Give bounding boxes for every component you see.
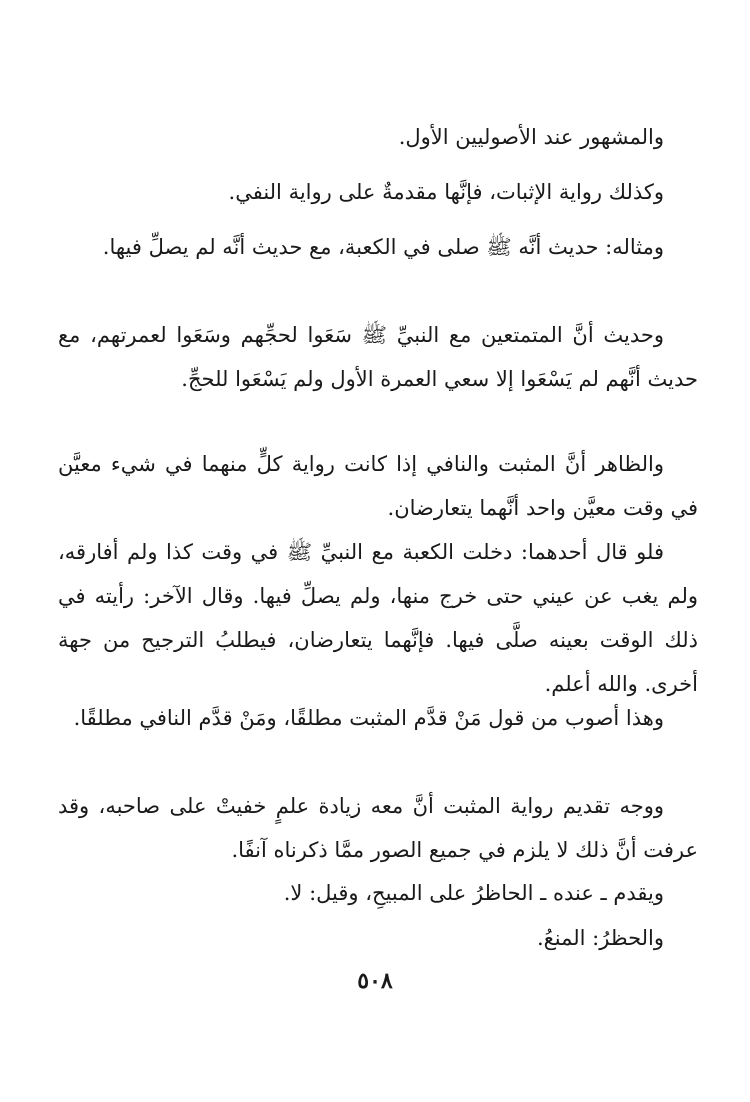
paragraph-4: وحديث أنَّ المتمتعين مع النبيِّ ﷺ سَعَوا لحجِّهم وسَعَوا لعمرتهم، مع حديث أنَّهم لم يَسْعَوا إلا سعي العمرة الأول ولم يَسْعَوا للحجِّ.: [58, 323, 698, 391]
page-number: ٥٠٨: [357, 968, 393, 994]
paragraph-5: والظاهر أنَّ المثبت والنافي إذا كانت رواية كلٍّ منهما في شيء معيَّن في وقت معيَّن واحد أنَّهما يتعارضان.: [58, 452, 698, 520]
paragraph-1: والمشهور عند الأصوليين الأول.: [398, 125, 664, 149]
paragraph-8: ووجه تقديم رواية المثبت أنَّ معه زيادة علمٍ خفيتْ على صاحبه، وقد عرفت أنَّ ذلك لا يلزم في جميع الصور ممَّا ذكرناه آنفًا.: [58, 794, 698, 862]
paragraph-3: ومثاله: حديث أنَّه ﷺ صلى في الكعبة، مع حديث أنَّه لم يصلِّ فيها.: [102, 235, 664, 259]
paragraph-2: وكذلك رواية الإثبات، فإنَّها مقدمةٌ على رواية النفي.: [228, 180, 664, 204]
paragraph-9: ويقدم ـ عنده ـ الحاظرُ على المبيحِ، وقيل: لا.: [283, 881, 664, 905]
paragraph-6: فلو قال أحدهما: دخلت الكعبة مع النبيِّ ﷺ في وقت كذا ولم أفارقه، ولم يغب عن عيني حتى خرج منها، ولم يصلِّ فيها. وقال الآخر: رأيته في ذلك الوقت بعينه صلَّى فيها. فإنَّهما يتعارضان، فيطلبُ الترجيح من جهة أخرى. والله أعلم.: [58, 540, 698, 696]
paragraph-10: والحظرُ: المنعُ.: [536, 926, 664, 950]
paragraph-7: وهذا أصوب من قول مَنْ قدَّم المثبت مطلقًا، ومَنْ قدَّم النافي مطلقًا.: [73, 706, 664, 730]
